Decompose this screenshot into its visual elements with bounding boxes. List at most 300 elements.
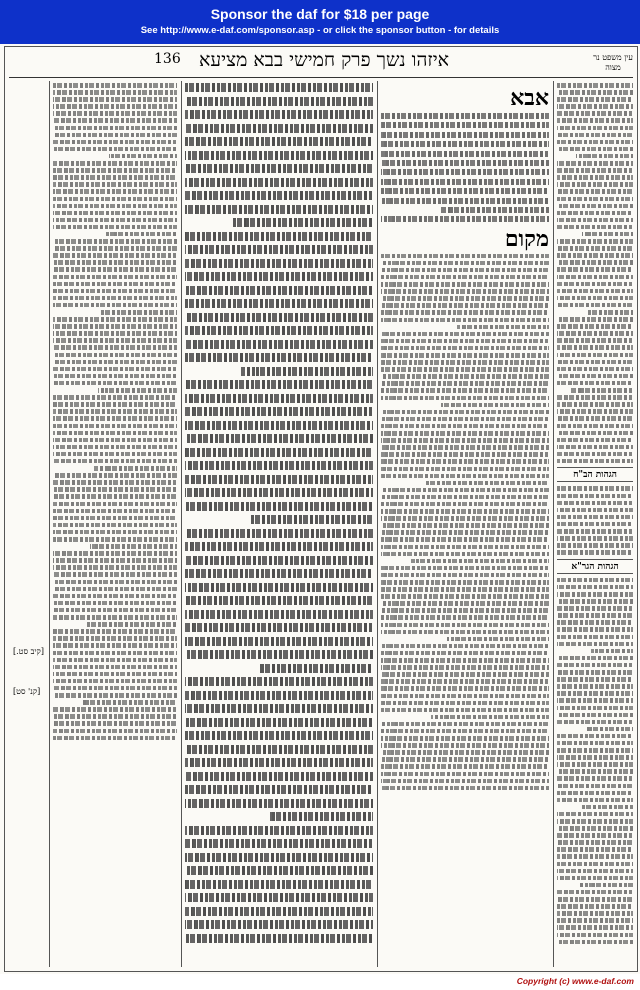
text-line <box>53 374 177 379</box>
text-line <box>185 718 373 727</box>
text-line <box>232 218 373 227</box>
text-line <box>53 360 177 365</box>
tosafot-column <box>53 83 177 967</box>
text-line <box>557 90 633 95</box>
text-line <box>185 839 373 848</box>
text-line <box>185 583 373 592</box>
text-line <box>582 805 633 810</box>
text-line <box>557 438 633 443</box>
text-line <box>381 545 549 550</box>
text-line <box>381 474 549 479</box>
text-line <box>557 296 633 301</box>
text-line <box>557 798 633 803</box>
text-line <box>53 551 177 556</box>
text-line <box>557 784 633 789</box>
text-line <box>185 353 373 362</box>
text-line <box>53 721 177 726</box>
text-line <box>557 126 633 131</box>
text-line <box>381 169 549 175</box>
text-line <box>381 275 549 280</box>
text-line <box>185 880 373 889</box>
text-line <box>185 407 373 416</box>
text-line <box>557 904 633 909</box>
text-line <box>557 83 633 88</box>
text-line <box>557 218 633 223</box>
text-line <box>557 260 633 265</box>
text-line <box>557 345 633 350</box>
text-line <box>53 331 177 336</box>
text-line <box>381 701 549 706</box>
text-line <box>381 310 549 315</box>
text-line <box>185 272 373 281</box>
text-line <box>557 791 633 796</box>
text-line <box>557 812 633 817</box>
text-line <box>185 110 373 119</box>
text-line <box>557 161 633 166</box>
text-line <box>557 585 633 590</box>
text-line <box>411 559 549 564</box>
text-line <box>381 601 549 606</box>
text-line <box>381 623 549 628</box>
text-line <box>185 826 373 835</box>
text-line <box>53 601 177 606</box>
section-word: מקום <box>504 225 549 252</box>
text-line <box>90 544 177 549</box>
text-line <box>381 665 549 670</box>
text-line <box>53 303 177 308</box>
text-line <box>185 893 373 902</box>
text-line <box>557 522 633 527</box>
text-line <box>381 523 549 528</box>
sponsor-banner[interactable] <box>0 0 640 44</box>
text-line <box>557 840 633 845</box>
section-word: אבא <box>510 85 549 111</box>
text-line <box>381 452 549 457</box>
text-line <box>557 606 633 611</box>
text-line <box>557 118 633 123</box>
footer <box>0 974 640 990</box>
text-line <box>185 380 373 389</box>
text-line <box>381 488 549 493</box>
text-line <box>557 854 633 859</box>
text-line <box>53 587 177 592</box>
text-line <box>381 580 549 585</box>
text-line <box>241 367 373 376</box>
text-line <box>557 890 633 895</box>
text-line <box>109 154 177 159</box>
text-line <box>557 819 633 824</box>
text-line <box>576 154 633 159</box>
text-line <box>381 729 549 734</box>
text-line <box>557 374 633 379</box>
text-line <box>53 338 177 343</box>
text-line <box>53 502 177 507</box>
text-line <box>557 317 633 322</box>
ein-mishpat-label: עין משפט נר מצוה <box>593 53 633 72</box>
text-line <box>185 97 373 106</box>
text-line <box>557 769 633 774</box>
text-line <box>557 613 633 618</box>
text-line <box>381 615 549 620</box>
text-line <box>53 636 177 641</box>
text-line <box>557 833 633 838</box>
text-line <box>185 866 373 875</box>
text-line <box>185 556 373 565</box>
text-line <box>557 445 633 450</box>
text-line <box>53 672 177 677</box>
text-line <box>53 324 177 329</box>
text-line <box>557 599 633 604</box>
text-line <box>557 225 633 230</box>
text-line <box>381 686 549 691</box>
text-line <box>557 459 633 464</box>
text-line <box>185 731 373 740</box>
text-line <box>53 104 177 109</box>
text-line <box>53 168 177 173</box>
text-line <box>53 175 177 180</box>
text-line <box>53 83 177 88</box>
sponsor-subtitle[interactable]: See http://www.e-daf.com/sponsor.asp - or click the sponsor button - for details <box>140 25 500 36</box>
text-line <box>557 847 633 852</box>
text-line <box>381 417 549 422</box>
text-line <box>557 197 633 202</box>
text-line <box>557 289 633 294</box>
text-line <box>98 388 177 393</box>
text-line <box>591 649 633 654</box>
text-line <box>101 310 177 315</box>
text-line <box>53 594 177 599</box>
text-line <box>260 664 373 673</box>
text-line <box>381 431 549 436</box>
text-line <box>185 785 373 794</box>
text-line <box>557 353 633 358</box>
text-line <box>53 204 177 209</box>
text-line <box>381 332 549 337</box>
text-line <box>53 509 177 514</box>
text-line <box>53 658 177 663</box>
text-line <box>557 409 633 414</box>
text-line <box>426 481 549 486</box>
text-line <box>185 934 373 943</box>
text-line <box>105 232 177 237</box>
text-line <box>53 452 177 457</box>
text-line <box>381 360 549 365</box>
text-line <box>53 90 177 95</box>
text-line <box>381 151 549 157</box>
text-line <box>185 259 373 268</box>
text-line <box>557 670 633 675</box>
text-line <box>185 596 373 605</box>
text-line <box>381 410 549 415</box>
header-divider <box>9 77 633 78</box>
text-line <box>53 218 177 223</box>
text-line <box>381 594 549 599</box>
text-line <box>381 388 549 393</box>
text-line <box>557 104 633 109</box>
text-line <box>557 691 633 696</box>
text-line <box>185 340 373 349</box>
text-line <box>53 147 177 152</box>
text-line <box>185 232 373 241</box>
text-line <box>381 772 549 777</box>
text-line <box>53 267 177 272</box>
text-line <box>557 627 633 632</box>
text-line <box>381 708 549 713</box>
text-line <box>557 211 633 216</box>
text-line <box>53 182 177 187</box>
text-line <box>53 565 177 570</box>
text-line <box>557 424 633 429</box>
text-line <box>53 402 177 407</box>
chapter-title: איזהו נשך פרק חמישי בבא מציעא <box>199 49 450 71</box>
text-line <box>381 254 549 259</box>
text-line <box>185 326 373 335</box>
text-line <box>557 402 633 407</box>
text-line <box>94 466 177 471</box>
text-line <box>557 698 633 703</box>
text-line <box>381 736 549 741</box>
text-line <box>557 684 633 689</box>
text-line <box>557 663 633 668</box>
text-line <box>185 907 373 916</box>
ein-mishpat-column <box>557 83 633 967</box>
text-line <box>381 537 549 542</box>
text-line <box>381 261 549 266</box>
text-line <box>185 191 373 200</box>
text-line <box>557 303 633 308</box>
text-line <box>53 736 177 741</box>
text-line <box>185 124 373 133</box>
text-line <box>53 714 177 719</box>
text-line <box>53 473 177 478</box>
text-line <box>53 211 177 216</box>
text-line <box>53 161 177 166</box>
text-line <box>185 421 373 430</box>
text-line <box>557 97 633 102</box>
text-line <box>381 651 549 656</box>
margin-note: [קנ' סט] <box>13 687 41 696</box>
text-line <box>440 207 549 213</box>
divider-2 <box>181 81 182 967</box>
text-line <box>53 686 177 691</box>
text-line <box>557 182 633 187</box>
text-line <box>381 216 549 222</box>
text-line <box>557 755 633 760</box>
text-line <box>185 394 373 403</box>
text-line <box>53 260 177 265</box>
text-line <box>185 448 373 457</box>
text-line <box>53 118 177 123</box>
text-line <box>185 137 373 146</box>
text-line <box>588 310 633 315</box>
text-line <box>53 487 177 492</box>
divider-right <box>553 81 554 967</box>
text-line <box>557 140 633 145</box>
text-line <box>557 501 633 506</box>
text-line <box>557 508 633 513</box>
text-line <box>381 282 549 287</box>
text-line <box>381 530 549 535</box>
text-line <box>557 918 633 923</box>
text-line <box>381 289 549 294</box>
text-line <box>53 424 177 429</box>
text-line <box>557 536 633 541</box>
text-line <box>185 772 373 781</box>
text-line <box>53 111 177 116</box>
text-line <box>185 299 373 308</box>
text-line <box>53 651 177 656</box>
text-line <box>557 395 633 400</box>
text-line <box>557 367 633 372</box>
text-line <box>557 642 633 647</box>
text-line <box>53 253 177 258</box>
text-line <box>557 275 633 280</box>
text-line <box>381 318 549 323</box>
hagahot-bach-label: הגהות הב"ח <box>557 467 633 482</box>
text-line <box>53 643 177 648</box>
text-line <box>381 113 549 119</box>
text-line <box>557 168 633 173</box>
text-line <box>557 826 633 831</box>
text-line <box>381 198 549 204</box>
text-line <box>185 434 373 443</box>
text-line <box>557 748 633 753</box>
text-line <box>381 608 549 613</box>
text-line <box>53 537 177 542</box>
text-line <box>381 339 549 344</box>
text-line <box>53 345 177 350</box>
text-line <box>457 325 549 330</box>
sponsor-title[interactable]: Sponsor the daf for $18 per page <box>210 6 430 22</box>
text-line <box>53 189 177 194</box>
text-line <box>381 459 549 464</box>
text-line <box>185 475 373 484</box>
text-line <box>557 578 633 583</box>
text-line <box>557 897 633 902</box>
text-line <box>557 862 633 867</box>
text-line <box>381 424 549 429</box>
text-line <box>557 282 633 287</box>
text-line <box>83 700 177 705</box>
text-line <box>185 799 373 808</box>
text-line <box>53 395 177 400</box>
text-line <box>431 715 549 720</box>
text-line <box>381 445 549 450</box>
text-line <box>185 758 373 767</box>
text-line <box>381 502 549 507</box>
text-line <box>270 812 373 821</box>
text-line <box>557 338 633 343</box>
text-line <box>53 580 177 585</box>
text-line <box>185 691 373 700</box>
text-line <box>381 786 549 791</box>
text-line <box>557 620 633 625</box>
text-line <box>557 762 633 767</box>
text-line <box>53 459 177 464</box>
text-line <box>381 438 549 443</box>
text-line <box>185 623 373 632</box>
text-line <box>53 289 177 294</box>
text-line <box>185 164 373 173</box>
text-line <box>557 550 633 555</box>
text-line <box>185 677 373 686</box>
text-line <box>53 494 177 499</box>
text-line <box>381 722 549 727</box>
text-line <box>53 707 177 712</box>
text-line <box>381 132 549 138</box>
text-line <box>381 516 549 521</box>
text-line <box>557 416 633 421</box>
talmud-page <box>0 44 640 974</box>
text-line <box>53 296 177 301</box>
text-line <box>185 245 373 254</box>
text-line <box>53 615 177 620</box>
text-line <box>185 650 373 659</box>
text-line <box>185 461 373 470</box>
text-line <box>381 658 549 663</box>
text-line <box>185 704 373 713</box>
text-line <box>557 381 633 386</box>
text-line <box>557 431 633 436</box>
text-line <box>381 679 549 684</box>
text-line <box>381 467 549 472</box>
text-line <box>53 572 177 577</box>
text-line <box>557 324 633 329</box>
text-line <box>557 592 633 597</box>
text-line <box>185 637 373 646</box>
text-line <box>557 486 633 491</box>
text-line <box>381 587 549 592</box>
text-line <box>381 122 549 128</box>
text-line <box>557 204 633 209</box>
text-line <box>185 569 373 578</box>
text-line <box>53 381 177 386</box>
text-line <box>557 677 633 682</box>
text-line <box>557 933 633 938</box>
text-line <box>381 381 549 386</box>
text-line <box>185 502 373 511</box>
text-line <box>557 911 633 916</box>
text-line <box>53 416 177 421</box>
text-line <box>557 720 633 725</box>
text-line <box>53 523 177 528</box>
copyright-link[interactable]: Copyright (c) www.e-daf.com <box>516 976 634 986</box>
text-line <box>381 743 549 748</box>
text-line <box>381 779 549 784</box>
text-line <box>381 374 549 379</box>
text-line <box>185 286 373 295</box>
text-line <box>185 853 373 862</box>
text-line <box>53 438 177 443</box>
text-line <box>381 694 549 699</box>
text-line <box>381 188 549 194</box>
text-line <box>185 610 373 619</box>
text-line <box>381 757 549 762</box>
text-line <box>185 205 373 214</box>
text-line <box>557 253 633 258</box>
text-line <box>53 126 177 131</box>
text-line <box>381 303 549 308</box>
text-line <box>381 268 549 273</box>
text-line <box>381 672 549 677</box>
text-line <box>53 516 177 521</box>
divider-left <box>49 81 50 967</box>
margin-note: [קיב סט.] <box>13 647 44 656</box>
page-frame <box>4 46 638 972</box>
text-line <box>557 452 633 457</box>
text-line <box>557 515 633 520</box>
text-line <box>557 239 633 244</box>
